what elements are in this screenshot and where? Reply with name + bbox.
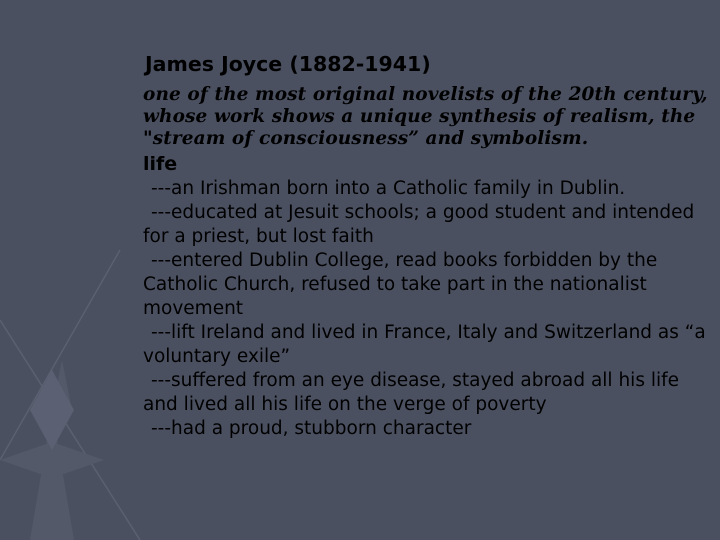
section-label-life: life xyxy=(143,153,178,175)
life-item: ---lift Ireland and lived in France, Italy and Switzerland as “a voluntary exile” xyxy=(143,322,706,367)
intro-text: one of the most original novelists of the 20th century, whose work shows a unique synthesis of realism, the "stream of consciousness” and symbolism. xyxy=(143,84,708,149)
slide-content xyxy=(143,50,718,441)
life-item: ---suffered from an eye disease, stayed abroad all his life and lived all his life on the verge of poverty xyxy=(143,370,680,415)
life-item: ---had a proud, stubborn character xyxy=(151,418,472,439)
compass-watermark-icon xyxy=(0,210,150,540)
life-item: ---entered Dublin College, read books forbidden by the Catholic Church, refused to take part in the nationalist movement xyxy=(143,250,658,319)
slide-title: James Joyce (1882-1941) xyxy=(145,52,431,76)
life-item: ---an Irishman born into a Catholic family in Dublin. xyxy=(151,178,626,199)
life-item: ---educated at Jesuit schools; a good student and intended for a priest, but lost faith xyxy=(143,202,695,247)
